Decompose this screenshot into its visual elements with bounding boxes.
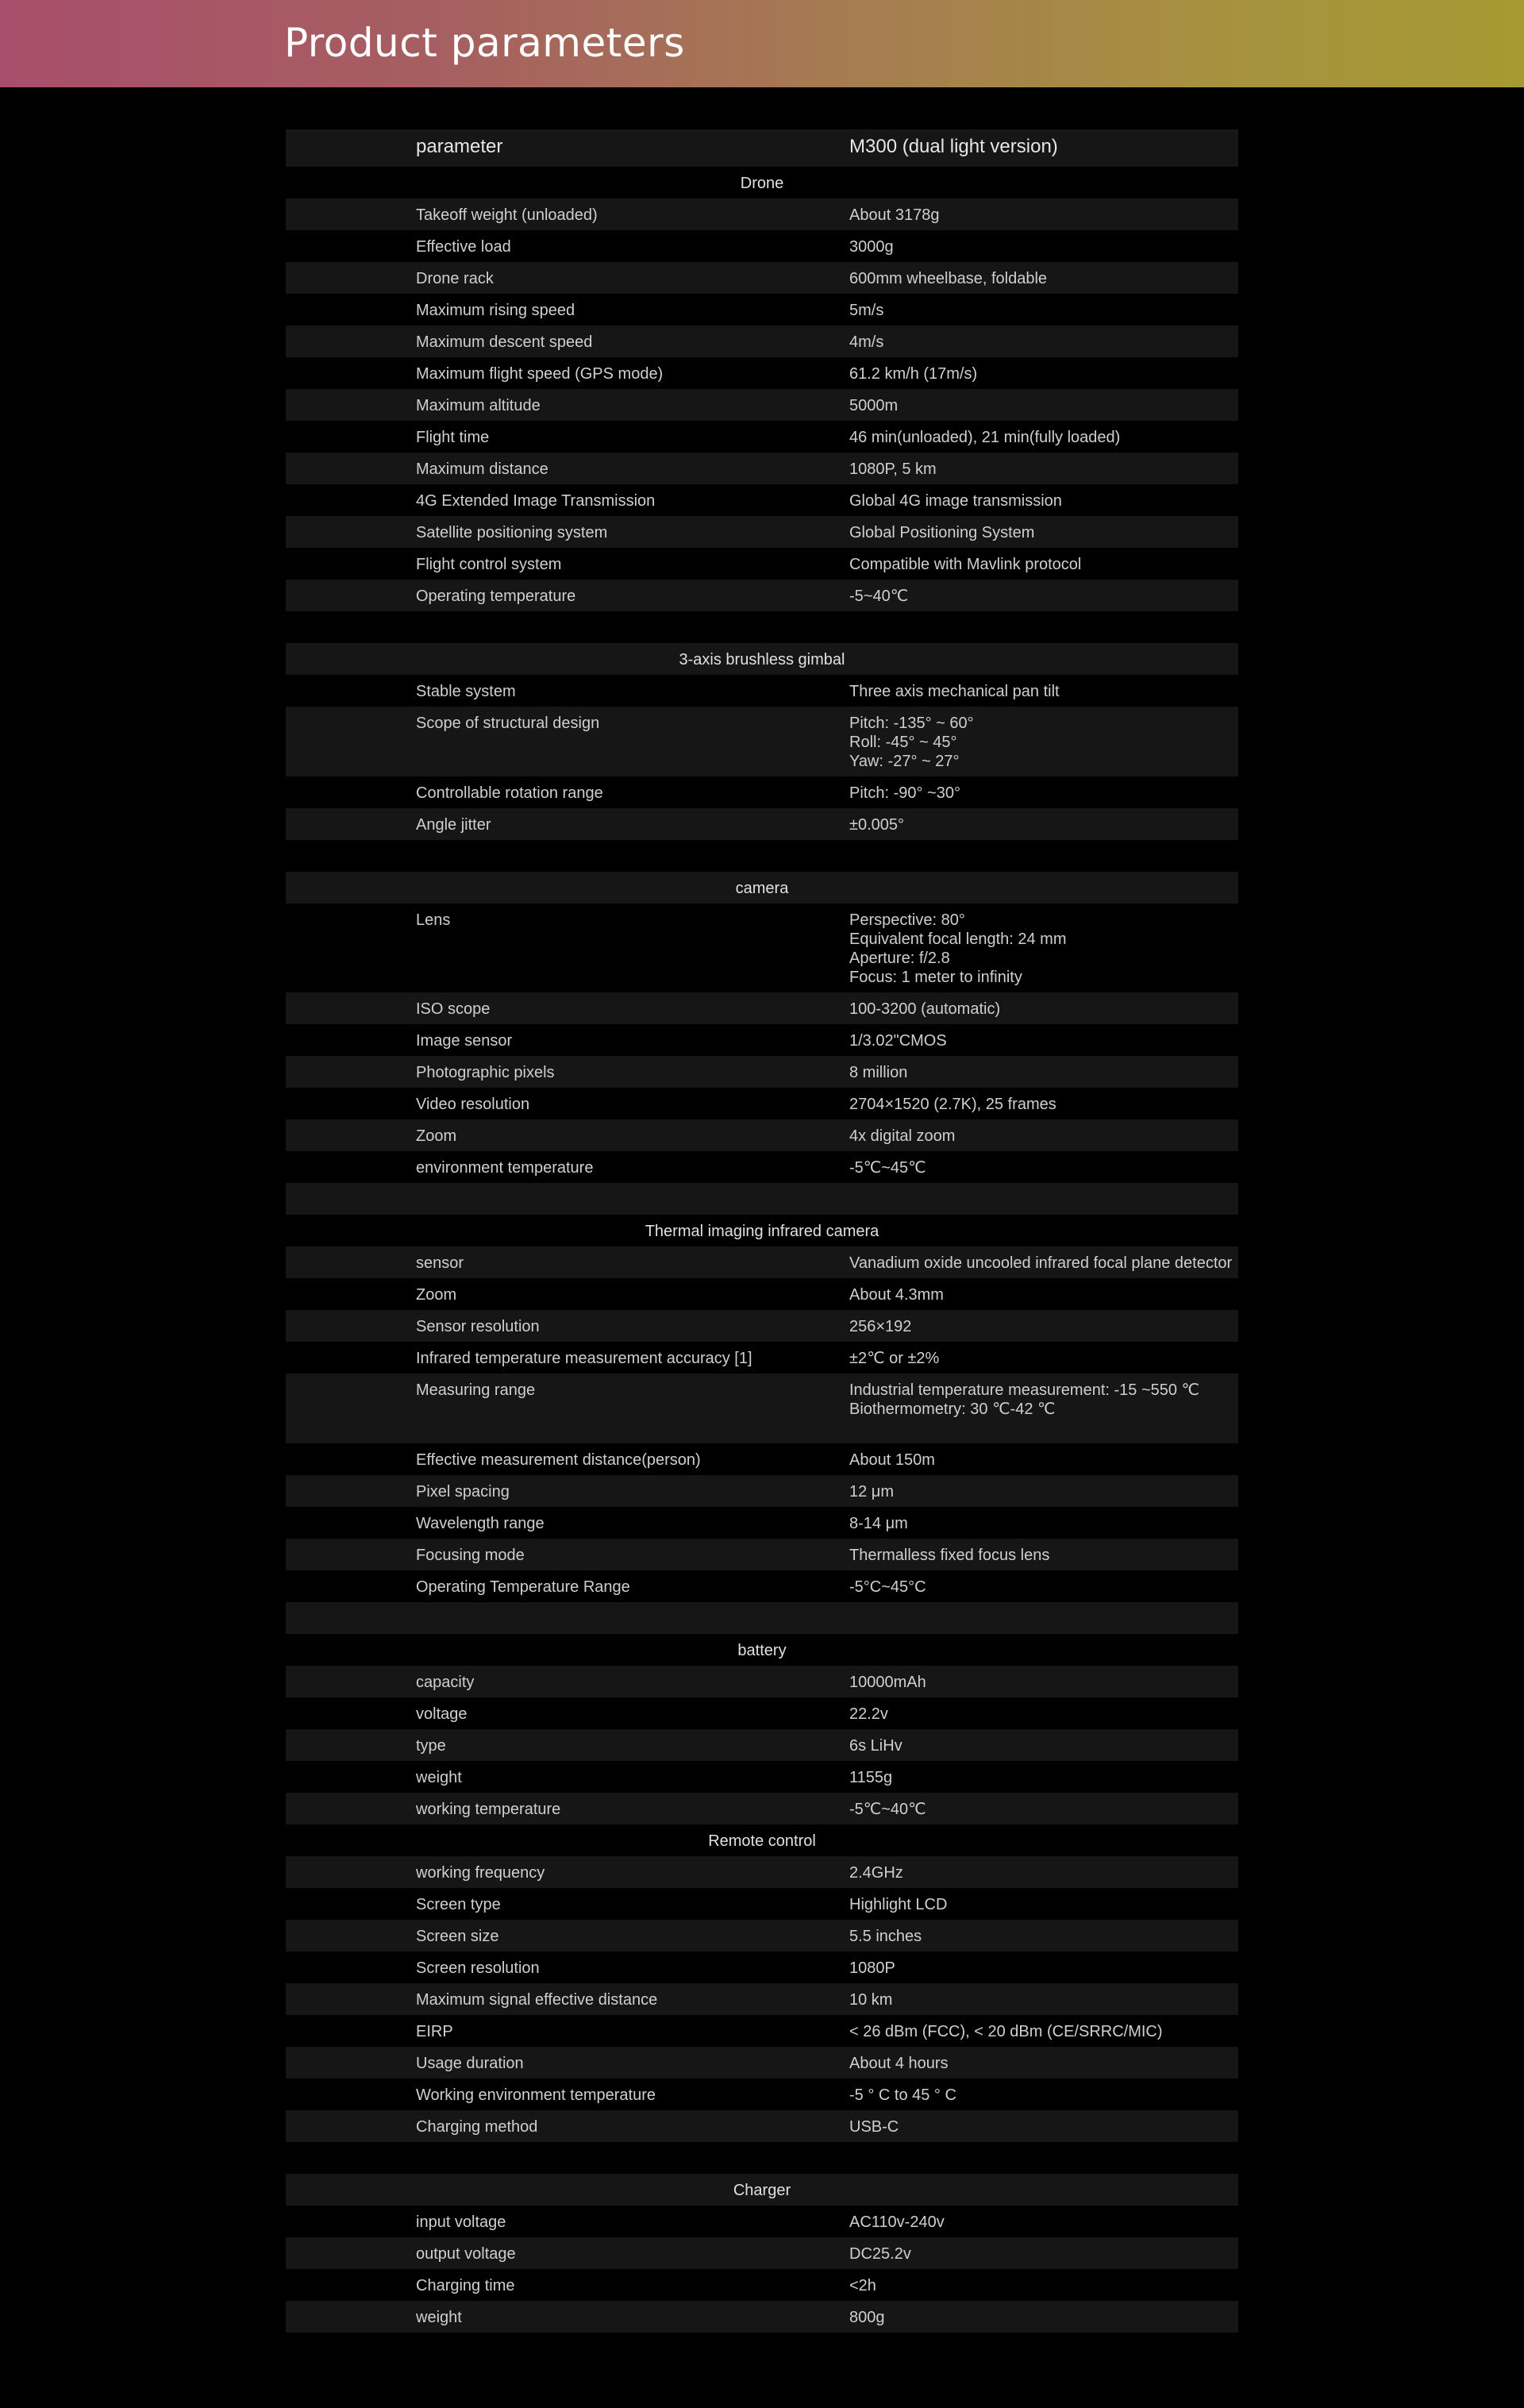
table-row — [286, 776, 1238, 808]
param-value: -5℃~45℃ — [849, 1159, 926, 1177]
param-value: 10000mAh — [849, 1674, 926, 1691]
param-value: ±2℃ or ±2% — [849, 1350, 940, 1367]
param-value: Highlight LCD — [849, 1896, 948, 1913]
table-row — [286, 1761, 1238, 1793]
param-name: type — [416, 1737, 446, 1755]
param-name: Angle jitter — [416, 816, 491, 834]
param-name: weight — [416, 1769, 462, 1786]
param-value: USB-C — [849, 2118, 899, 2136]
param-value: Pitch: -135° ~ 60° Roll: -45° ~ 45° Yaw: -27° ~ 27° — [849, 715, 974, 770]
table-row — [286, 1443, 1238, 1475]
table-row — [286, 1310, 1238, 1342]
table-row — [286, 548, 1238, 580]
param-value: 5.5 inches — [849, 1928, 922, 1945]
param-name: Screen size — [416, 1928, 499, 1945]
param-name: Photographic pixels — [416, 1064, 555, 1081]
param-value: 4m/s — [849, 333, 884, 351]
param-value: 5000m — [849, 397, 899, 414]
table-row — [286, 1151, 1238, 1183]
table-row — [286, 1570, 1238, 1602]
table-row — [286, 516, 1238, 548]
section-title: Charger — [733, 2182, 791, 2199]
table-row — [286, 2269, 1238, 2301]
param-value: About 150m — [849, 1451, 935, 1469]
param-name: Infrared temperature measurement accuracy [1] — [416, 1350, 752, 1367]
param-value: 3000g — [849, 238, 894, 256]
table-row — [286, 1793, 1238, 1824]
param-name: Screen type — [416, 1896, 501, 1913]
section-title: camera — [735, 880, 789, 897]
table-row — [286, 1920, 1238, 1951]
param-value: Compatible with Mavlink protocol — [849, 556, 1082, 573]
param-name: Effective measurement distance(person) — [416, 1451, 701, 1469]
param-name: Pixel spacing — [416, 1483, 510, 1501]
param-name: sensor — [416, 1254, 464, 1272]
param-value: 5m/s — [849, 302, 884, 319]
param-value: 4x digital zoom — [849, 1127, 956, 1145]
param-name: capacity — [416, 1674, 475, 1691]
param-value: 8-14 μm — [849, 1515, 908, 1532]
spacer-row — [286, 1183, 1238, 1215]
param-value: Perspective: 80° Equivalent focal length: 24 mm Aperture: f/2.8 Focus: 1 meter to infinity — [849, 911, 1067, 986]
table-row — [286, 389, 1238, 421]
param-value: 100-3200 (automatic) — [849, 1000, 1001, 1018]
table-row — [286, 1951, 1238, 1983]
table-row — [286, 1856, 1238, 1888]
param-name: Flight time — [416, 429, 490, 446]
param-name: Maximum signal effective distance — [416, 1991, 658, 2009]
param-value: Global 4G image transmission — [849, 492, 1062, 510]
param-name: Lens — [416, 911, 451, 929]
table-row — [286, 1056, 1238, 1088]
table-row — [286, 675, 1238, 707]
param-name: output voltage — [416, 2245, 516, 2263]
table-row — [286, 2047, 1238, 2079]
section-title: Remote control — [708, 1832, 816, 1850]
table-row — [286, 2301, 1238, 2333]
table-row — [286, 580, 1238, 611]
param-value: DC25.2v — [849, 2245, 911, 2263]
table-row — [286, 2015, 1238, 2047]
param-name: Maximum altitude — [416, 397, 541, 414]
param-name: working temperature — [416, 1801, 561, 1818]
table-row — [286, 1539, 1238, 1570]
param-value: About 4 hours — [849, 2055, 949, 2072]
param-value: -5℃~40℃ — [849, 1801, 926, 1818]
table-row — [286, 1697, 1238, 1729]
table-row — [286, 484, 1238, 516]
section-title: Thermal imaging infrared camera — [645, 1223, 879, 1240]
param-name: input voltage — [416, 2213, 506, 2231]
table-row — [286, 1983, 1238, 2015]
param-value: 1080P — [849, 1959, 895, 1977]
table-header — [286, 129, 1238, 167]
param-name: Screen resolution — [416, 1959, 540, 1977]
section-header — [286, 1634, 1238, 1666]
param-name: Measuring range — [416, 1381, 536, 1399]
table-row — [286, 1507, 1238, 1539]
param-value: 800g — [849, 2309, 885, 2326]
table-row — [286, 230, 1238, 262]
param-name: Controllable rotation range — [416, 784, 603, 802]
spacer-row — [286, 2142, 1238, 2174]
param-value: 2.4GHz — [849, 1864, 903, 1882]
param-value: About 3178g — [849, 206, 940, 224]
param-value: 1080P, 5 km — [849, 460, 937, 478]
table-row — [286, 707, 1238, 776]
table-row — [286, 1246, 1238, 1278]
param-name: Usage duration — [416, 2055, 524, 2072]
table-row — [286, 198, 1238, 230]
section-header — [286, 872, 1238, 903]
param-name: 4G Extended Image Transmission — [416, 492, 656, 510]
param-name: Flight control system — [416, 556, 562, 573]
param-value: 6s LiHv — [849, 1737, 902, 1755]
param-value: Industrial temperature measurement: -15 ~550 ℃ Biothermometry: 30 ℃-42 ℃ — [849, 1381, 1200, 1418]
table-row — [286, 1666, 1238, 1697]
table-row — [286, 262, 1238, 294]
page-title: Product parameters — [284, 20, 685, 66]
param-value: ±0.005° — [849, 816, 905, 834]
param-value: Global Positioning System — [849, 524, 1035, 541]
header-model: M300 (dual light version) — [849, 136, 1058, 157]
param-value: 600mm wheelbase, foldable — [849, 270, 1048, 287]
section-header — [286, 1215, 1238, 1246]
table-row — [286, 357, 1238, 389]
table-row — [286, 903, 1238, 992]
param-name: Zoom — [416, 1286, 457, 1304]
table-row — [286, 1119, 1238, 1151]
table-row — [286, 1374, 1238, 1443]
table-row — [286, 1278, 1238, 1310]
param-value: 256×192 — [849, 1318, 912, 1335]
param-value: 61.2 km/h (17m/s) — [849, 365, 978, 383]
param-value: 1/3.02"CMOS — [849, 1032, 947, 1050]
param-name: Charging method — [416, 2118, 538, 2136]
param-name: Satellite positioning system — [416, 524, 608, 541]
param-value: AC110v-240v — [849, 2213, 945, 2231]
param-value: -5~40℃ — [849, 588, 909, 605]
param-name: Operating temperature — [416, 588, 576, 605]
param-value: 2704×1520 (2.7K), 25 frames — [849, 1096, 1056, 1113]
section-header — [286, 167, 1238, 198]
header-parameter: parameter — [416, 136, 503, 157]
table-row — [286, 1342, 1238, 1374]
table-row — [286, 1088, 1238, 1119]
param-value: -5°C~45°C — [849, 1578, 926, 1596]
table-row — [286, 2206, 1238, 2237]
spec-table — [286, 129, 1238, 2333]
param-name: voltage — [416, 1705, 468, 1723]
param-name: Stable system — [416, 683, 516, 700]
table-row — [286, 1475, 1238, 1507]
param-value: Three axis mechanical pan tilt — [849, 683, 1060, 700]
param-value: 10 km — [849, 1991, 893, 2009]
table-row — [286, 992, 1238, 1024]
param-value: 8 million — [849, 1064, 908, 1081]
table-row — [286, 2110, 1238, 2142]
param-value: 12 μm — [849, 1483, 894, 1501]
param-name: EIRP — [416, 2023, 453, 2040]
section-header — [286, 643, 1238, 675]
param-value: About 4.3mm — [849, 1286, 944, 1304]
section-title: Drone — [740, 175, 784, 192]
param-name: Effective load — [416, 238, 511, 256]
param-value: Thermalless fixed focus lens — [849, 1547, 1050, 1564]
param-name: Focusing mode — [416, 1547, 525, 1564]
param-name: Maximum distance — [416, 460, 548, 478]
spacer-row — [286, 611, 1238, 643]
param-value: Pitch: -90° ~30° — [849, 784, 960, 802]
table-row — [286, 421, 1238, 453]
param-name: ISO scope — [416, 1000, 491, 1018]
param-name: Video resolution — [416, 1096, 530, 1113]
param-value: 1155g — [849, 1769, 893, 1786]
param-name: Wavelength range — [416, 1515, 545, 1532]
table-row — [286, 2237, 1238, 2269]
table-row — [286, 2079, 1238, 2110]
param-name: Maximum descent speed — [416, 333, 593, 351]
table-row — [286, 1729, 1238, 1761]
param-name: Takeoff weight (unloaded) — [416, 206, 598, 224]
param-name: Scope of structural design — [416, 715, 600, 732]
param-name: Operating Temperature Range — [416, 1578, 630, 1596]
param-name: working frequency — [416, 1864, 545, 1882]
param-value: -5 ° C to 45 ° C — [849, 2086, 956, 2104]
table-row — [286, 1888, 1238, 1920]
table-row — [286, 294, 1238, 326]
param-name: Image sensor — [416, 1032, 513, 1050]
param-name: Sensor resolution — [416, 1318, 540, 1335]
section-title: battery — [737, 1642, 787, 1659]
param-name: environment temperature — [416, 1159, 594, 1177]
section-title: 3-axis brushless gimbal — [679, 651, 845, 668]
param-name: Maximum flight speed (GPS mode) — [416, 365, 664, 383]
table-row — [286, 453, 1238, 484]
param-value: <2h — [849, 2277, 876, 2294]
param-name: Zoom — [416, 1127, 457, 1145]
section-header — [286, 1824, 1238, 1856]
param-value: Vanadium oxide uncooled infrared focal plane detector — [849, 1254, 1233, 1272]
table-row — [286, 1024, 1238, 1056]
title-banner — [0, 0, 1524, 87]
param-name: Drone rack — [416, 270, 494, 287]
param-name: weight — [416, 2309, 462, 2326]
spacer-row — [286, 1602, 1238, 1634]
param-value: < 26 dBm (FCC), < 20 dBm (CE/SRRC/MIC) — [849, 2023, 1163, 2040]
param-name: Maximum rising speed — [416, 302, 575, 319]
param-name: Charging time — [416, 2277, 515, 2294]
param-value: 46 min(unloaded), 21 min(fully loaded) — [849, 429, 1121, 446]
table-row — [286, 326, 1238, 357]
table-row — [286, 808, 1238, 840]
param-value: 22.2v — [849, 1705, 888, 1723]
spacer-row — [286, 840, 1238, 872]
param-name: Working environment temperature — [416, 2086, 656, 2104]
section-header — [286, 2174, 1238, 2206]
